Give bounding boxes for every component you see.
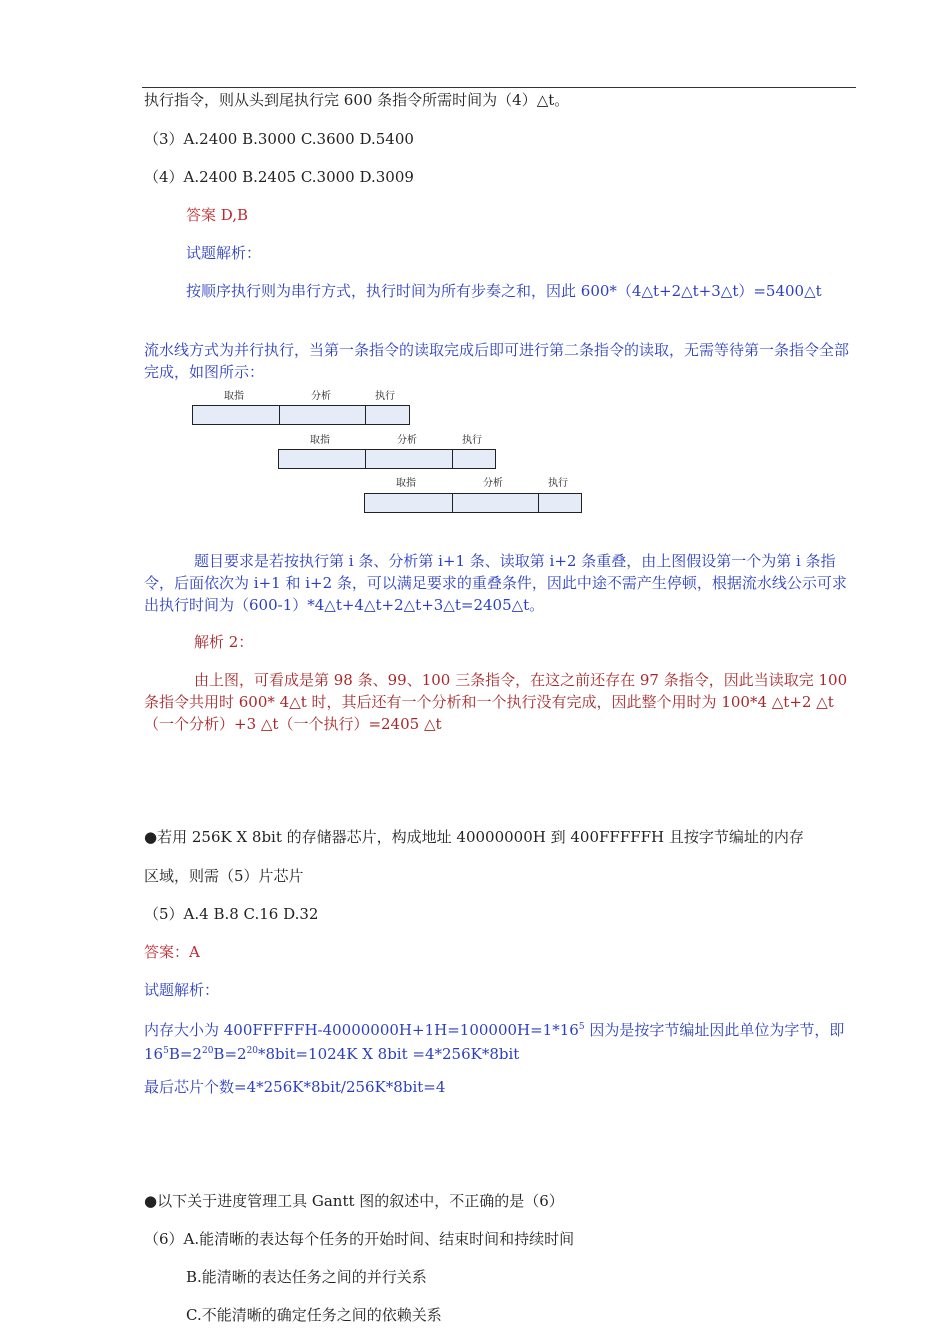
- pipeline-label-fetch: 取指: [310, 435, 330, 446]
- q6-option-a: （6）A.能清晰的表达每个任务的开始时间、结束时间和持续时间: [144, 1230, 575, 1248]
- pipeline-row3-analyze: [452, 493, 539, 513]
- pipeline-label-fetch: 取指: [396, 478, 416, 489]
- pipeline-row2-fetch: [278, 449, 366, 469]
- analysis-alt-paragraph: 由上图，可看成是第 98 条、99、100 三条指令，在这之前还存在 97 条指令，因此当读取完 100 条指令共用时 600* 4△t 时，其后还有一个分析和一个执行没有完成，因此整个用时为 100*4 △t+2 △t（一个分析）+3 △t（一个执行）=2405 △t: [144, 671, 848, 733]
- q4-options: （4）A.2400 B.2405 C.3000 D.3009: [144, 168, 414, 186]
- pipeline-row2-analyze: [365, 449, 453, 469]
- memory-text-a: 16: [144, 1045, 164, 1063]
- pipeline-row1-analyze: [279, 405, 366, 425]
- answer-label-2: 答案：A: [144, 943, 200, 961]
- memory-exp-3: 20: [246, 1046, 259, 1056]
- memory-exp-2: 20: [201, 1046, 214, 1056]
- pipeline-label-fetch: 取指: [224, 391, 244, 402]
- q6-stem: ●以下关于进度管理工具 Gantt 图的叙述中，不正确的是（6）: [144, 1192, 564, 1210]
- pipeline-label-analyze: 分析: [483, 478, 503, 489]
- pipeline-label-execute: 执行: [375, 391, 395, 402]
- memory-size-tail: 因为是按字节编址因此单位为字节，即: [584, 1021, 845, 1039]
- analysis-serial-paragraph: 按顺序执行则为串行方式，执行时间为所有步奏之和，因此 600*（4△t+2△t+3△t）=5400△t: [186, 282, 822, 300]
- pipeline-label-execute: 执行: [462, 435, 482, 446]
- pipeline-label-execute: 执行: [548, 478, 568, 489]
- memory-exp-1: 5: [163, 1046, 169, 1056]
- analysis-pipeline-paragraph: 流水线方式为并行执行，当第一条指令的读取完成后即可进行第二条指令的读取，无需等待第一条指令全部完成，如图所示：: [144, 341, 850, 381]
- question-tail-line: 执行指令，则从头到尾执行完 600 条指令所需时间为（4）△t。: [144, 91, 570, 109]
- pipeline-label-analyze: 分析: [311, 391, 331, 402]
- memory-text-b: B=2: [168, 1045, 202, 1063]
- q6-option-c: C.不能清晰的确定任务之间的依赖关系: [186, 1306, 442, 1324]
- pipeline-row1-execute: [365, 405, 410, 425]
- analysis-title-2: 解析 2：: [194, 633, 254, 651]
- pipeline-row3-execute: [538, 493, 582, 513]
- pipeline-row3-fetch: [364, 493, 453, 513]
- memory-text-c: B=2: [213, 1045, 247, 1063]
- analysis-title-1: 试题解析：: [186, 244, 262, 262]
- chip-count-line: 最后芯片个数=4*256K*8bit/256K*8bit=4: [144, 1078, 446, 1096]
- analysis-title-3: 试题解析：: [144, 981, 220, 999]
- q5-stem-line1: ●若用 256K X 8bit 的存储器芯片，构成地址 40000000H 到 400FFFFFH 且按字节编址的内存: [144, 828, 804, 846]
- memory-text-d: *8bit=1024K X 8bit =4*256K*8bit: [258, 1045, 520, 1063]
- pipeline-row1-fetch: [192, 405, 280, 425]
- q3-options: （3）A.2400 B.3000 C.3600 D.5400: [144, 130, 414, 148]
- header-rule: [142, 87, 856, 88]
- memory-size-line1: [144, 1016, 844, 1041]
- memory-size-text: 内存大小为 400FFFFFH-40000000H+1H=100000H=1*16: [144, 1021, 579, 1039]
- pipeline-label-analyze: 分析: [397, 435, 417, 446]
- memory-size-line2: [144, 1040, 519, 1065]
- pipeline-row2-execute: [452, 449, 496, 469]
- analysis-overlap-paragraph: 题目要求是若按执行第 i 条、分析第 i+1 条、读取第 i+2 条重叠，由上图假设第一个为第 i 条指令，后面依次为 i+1 和 i+2 条，可以满足要求的重叠条件，因此中途不需产生停顿，根据流水线公示可求出执行时间为（600-1）*4△t+4△t+2△t+3△t=2405△t。: [144, 552, 847, 614]
- memory-size-exponent: 5: [578, 1022, 585, 1032]
- q5-options: （5）A.4 B.8 C.16 D.32: [144, 905, 319, 923]
- q6-option-b: B.能清晰的表达任务之间的并行关系: [186, 1268, 427, 1286]
- answer-label-1: 答案 D,B: [186, 206, 249, 224]
- q5-stem-line2: 区域，则需（5）片芯片: [144, 867, 304, 885]
